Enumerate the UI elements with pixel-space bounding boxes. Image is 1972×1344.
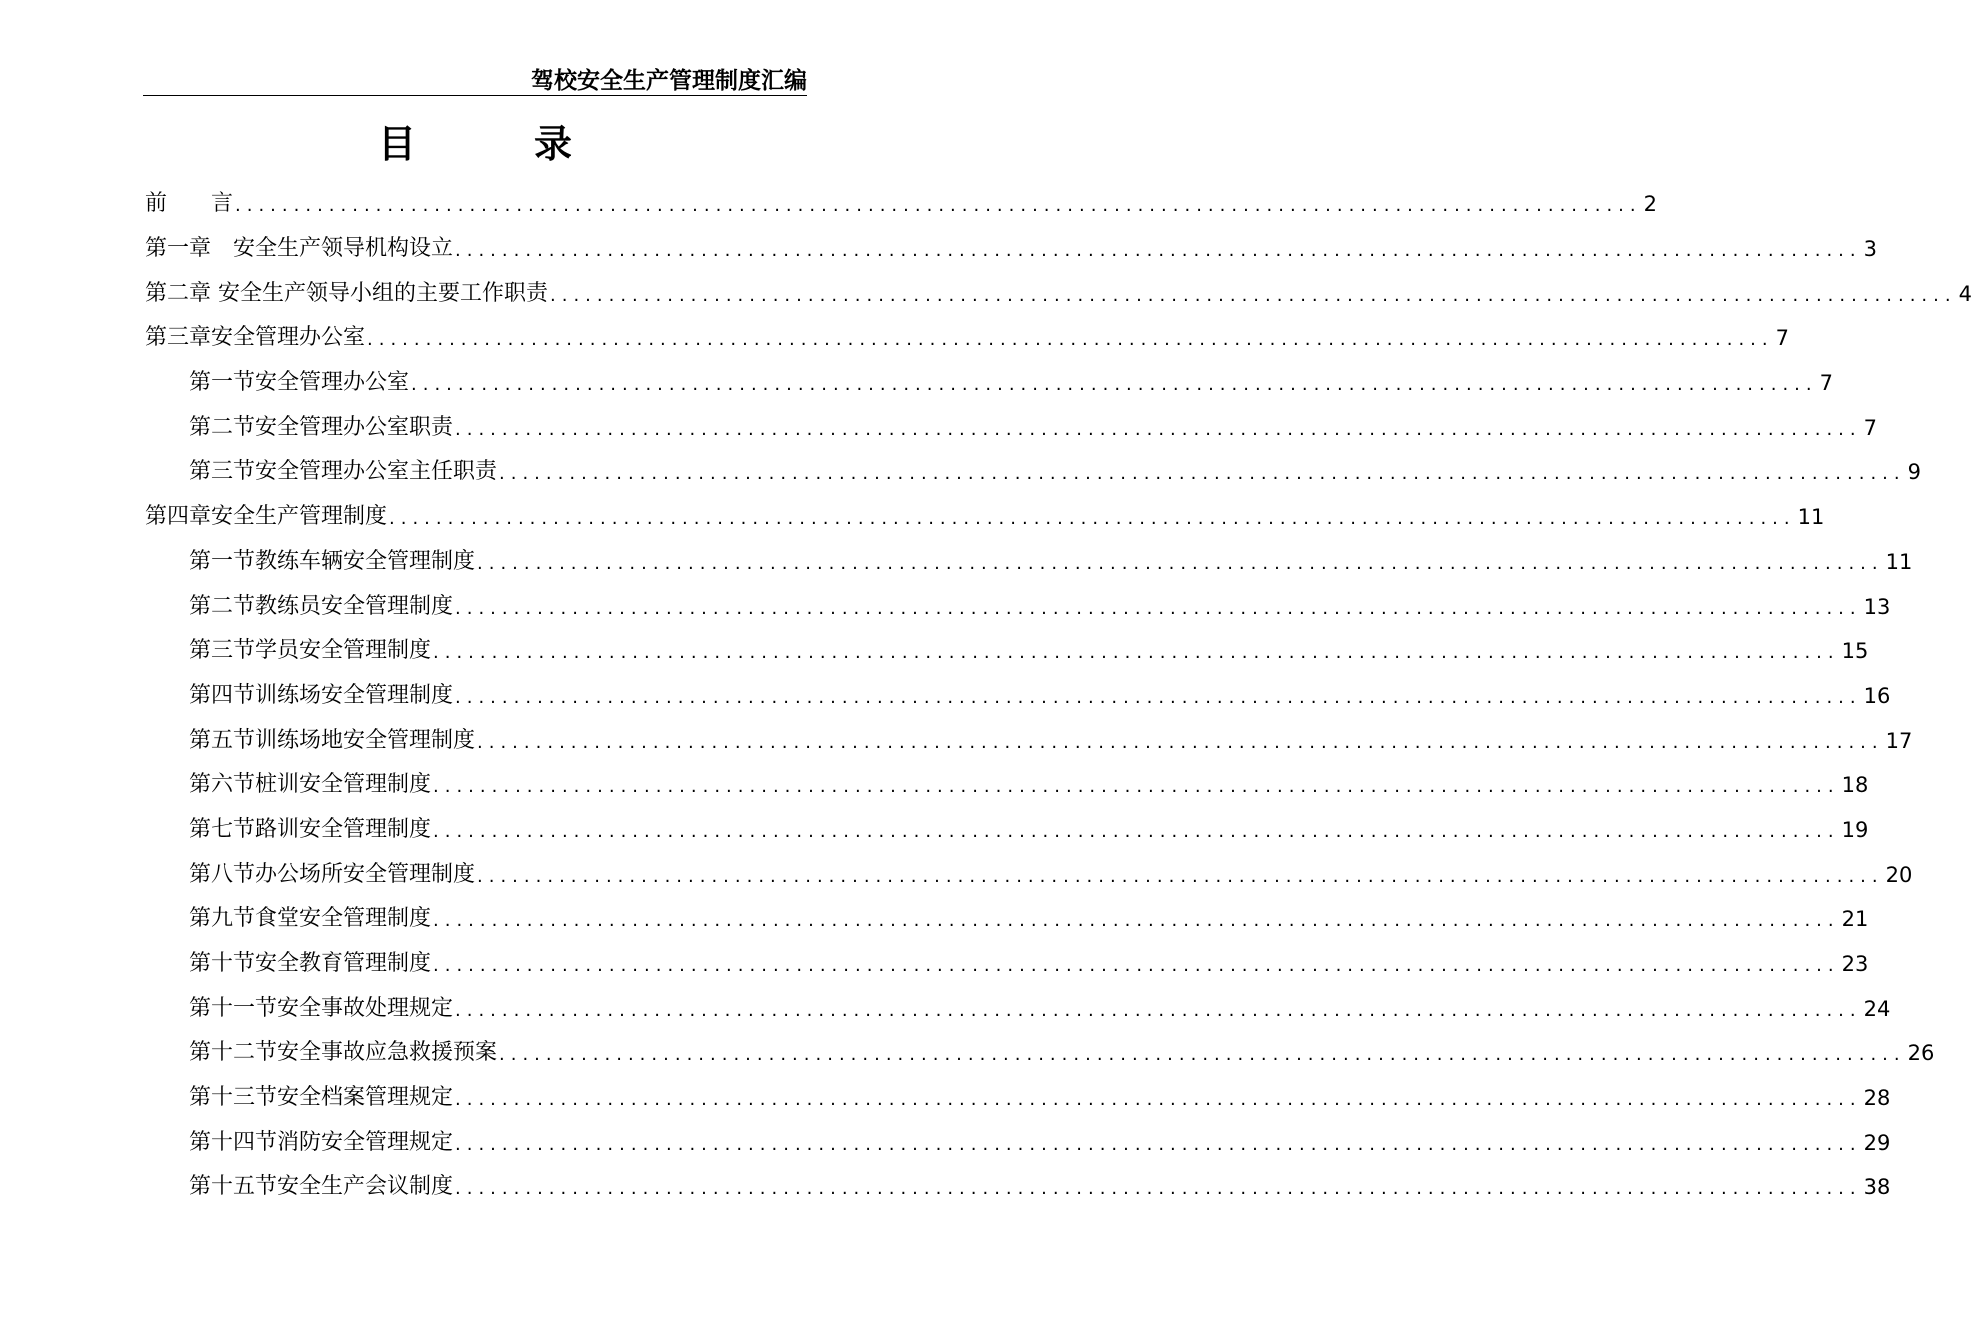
- toc-entry-page: 28: [1863, 1086, 1891, 1111]
- dot-leader: ........................................................................................................................: [477, 865, 1884, 887]
- toc-entry-label: 第十节安全教育管理制度: [189, 951, 432, 977]
- dot-leader: ........................................................................................................................: [477, 731, 1884, 753]
- toc-entry-label: 第六节桩训安全管理制度: [189, 772, 432, 798]
- toc-entry-page: 3: [1863, 237, 1877, 262]
- toc-entry-section[interactable]: [145, 763, 1869, 808]
- dot-leader: ........................................................................................................................: [433, 776, 1840, 798]
- toc-entry-section[interactable]: [145, 674, 1891, 719]
- toc-entry-label: 第一节安全管理办公室: [189, 370, 410, 396]
- toc-entry-chapter-2[interactable]: [145, 271, 1972, 316]
- toc-entry-section[interactable]: [145, 584, 1891, 629]
- toc-entry-section[interactable]: [145, 897, 1869, 942]
- toc-entry-section[interactable]: [145, 852, 1913, 897]
- header-rule: [143, 95, 807, 96]
- toc-entry-label: 第十一节安全事故处理规定: [189, 995, 454, 1021]
- toc-entry-page: 29: [1863, 1130, 1891, 1155]
- dot-leader: ........................................................................................................................: [455, 240, 1862, 262]
- dot-leader: ........................................................................................................................: [550, 284, 1957, 306]
- toc-entry-page: 7: [1819, 371, 1833, 396]
- toc-entry-label: 第二节教练员安全管理制度: [189, 593, 454, 619]
- toc-entry-label: 第十四节消防安全管理规定: [189, 1129, 454, 1155]
- toc-entry-page: 4: [1958, 281, 1972, 306]
- toc-entry-label: 第五节训练场地安全管理制度: [189, 727, 476, 753]
- toc-entry-page: 13: [1863, 594, 1891, 619]
- toc-entry-page: 20: [1885, 862, 1913, 887]
- toc-entry-section[interactable]: [145, 629, 1869, 674]
- toc-entry-page: 11: [1797, 505, 1825, 530]
- dot-leader: ........................................................................................................................: [433, 820, 1840, 842]
- toc-entry-page: 19: [1841, 817, 1869, 842]
- toc-entry-label: 第三节安全管理办公室主任职责: [189, 459, 498, 485]
- toc-entry-page: 18: [1841, 773, 1869, 798]
- toc-entry-page: 9: [1907, 460, 1921, 485]
- running-header: 驾校安全生产管理制度汇编: [531, 68, 807, 94]
- toc-entry-section[interactable]: [145, 1165, 1891, 1210]
- toc-entry-page: 21: [1841, 907, 1869, 932]
- dot-leader: ........................................................................................................................: [411, 374, 1818, 396]
- toc-entry-chapter-3[interactable]: [145, 316, 1789, 361]
- toc-entry-section[interactable]: [145, 405, 1877, 450]
- toc-entry-page: 7: [1775, 326, 1789, 351]
- toc-entry-label: 第十二节安全事故应急救援预案: [189, 1040, 498, 1066]
- toc-entry-page: 38: [1863, 1175, 1891, 1200]
- toc-entry-page: 7: [1863, 415, 1877, 440]
- dot-leader: ........................................................................................................................: [433, 642, 1840, 664]
- toc-entry-section[interactable]: [145, 1120, 1891, 1165]
- dot-leader: ........................................................................................................................: [499, 463, 1906, 485]
- toc-entry-label: 第十三节安全档案管理规定: [189, 1085, 454, 1111]
- toc-entry-section[interactable]: [145, 361, 1833, 406]
- toc-entry-page: 2: [1643, 192, 1657, 217]
- toc-entry-section[interactable]: [145, 986, 1891, 1031]
- dot-leader: ........................................................................................................................: [433, 910, 1840, 932]
- toc-entry-section[interactable]: [145, 540, 1913, 585]
- toc-entry-label: 第四节训练场安全管理制度: [189, 682, 454, 708]
- dot-leader: ........................................................................................................................: [433, 955, 1840, 977]
- toc-entry-label: 第一节教练车辆安全管理制度: [189, 548, 476, 574]
- toc-entry-label: 第九节食堂安全管理制度: [189, 906, 432, 932]
- toc-entry-label: 第十五节安全生产会议制度: [189, 1174, 454, 1200]
- dot-leader: ........................................................................................................................: [455, 686, 1862, 708]
- toc-entry-section[interactable]: [145, 718, 1913, 763]
- dot-leader: ........................................................................................................................: [499, 1044, 1906, 1066]
- toc-entry-page: 26: [1907, 1041, 1935, 1066]
- toc-entry-section[interactable]: [145, 450, 1921, 495]
- toc-entry-label: 第八节办公场所安全管理制度: [189, 861, 476, 887]
- toc-entry-section[interactable]: [145, 1031, 1935, 1076]
- dot-leader: ........................................................................................................................: [477, 552, 1884, 574]
- dot-leader: ........................................................................................................................: [455, 597, 1862, 619]
- dot-leader: ........................................................................................................................: [389, 508, 1796, 530]
- toc-entry-page: 23: [1841, 952, 1869, 977]
- toc-entry-label: 第一章 安全生产领导机构设立: [145, 236, 454, 262]
- dot-leader: ........................................................................................................................: [367, 329, 1774, 351]
- toc-entry-preface[interactable]: [145, 182, 1657, 227]
- dot-leader: ........................................................................................................................: [455, 1133, 1862, 1155]
- dot-leader: ........................................................................................................................: [235, 195, 1642, 217]
- dot-leader: ........................................................................................................................: [455, 999, 1862, 1021]
- toc-entry-label: 第三章安全管理办公室: [145, 325, 366, 351]
- toc-entry-section[interactable]: [145, 942, 1869, 987]
- dot-leader: ........................................................................................................................: [455, 1178, 1862, 1200]
- dot-leader: ........................................................................................................................: [455, 418, 1862, 440]
- toc-entry-label: 前 言: [145, 191, 234, 217]
- toc-entry-label: 第二章 安全生产领导小组的主要工作职责: [145, 280, 548, 306]
- toc-entry-page: 16: [1863, 683, 1891, 708]
- toc-entry-chapter-4[interactable]: [145, 495, 1825, 540]
- toc-entry-chapter-1[interactable]: [145, 227, 1877, 272]
- toc-entry-page: 17: [1885, 728, 1913, 753]
- toc-entry-section[interactable]: [145, 1076, 1891, 1121]
- toc-entry-label: 第七节路训安全管理制度: [189, 816, 432, 842]
- toc-entry-label: 第二节安全管理办公室职责: [189, 414, 454, 440]
- toc-title: 目 录: [377, 122, 612, 166]
- toc-entry-page: 11: [1885, 549, 1913, 574]
- toc-entry-page: 15: [1841, 639, 1869, 664]
- toc-entry-section[interactable]: [145, 808, 1869, 853]
- toc-entry-label: 第四章安全生产管理制度: [145, 504, 388, 530]
- table-of-contents: [145, 182, 1972, 1210]
- toc-entry-page: 24: [1863, 996, 1891, 1021]
- toc-entry-label: 第三节学员安全管理制度: [189, 638, 432, 664]
- dot-leader: ........................................................................................................................: [455, 1089, 1862, 1111]
